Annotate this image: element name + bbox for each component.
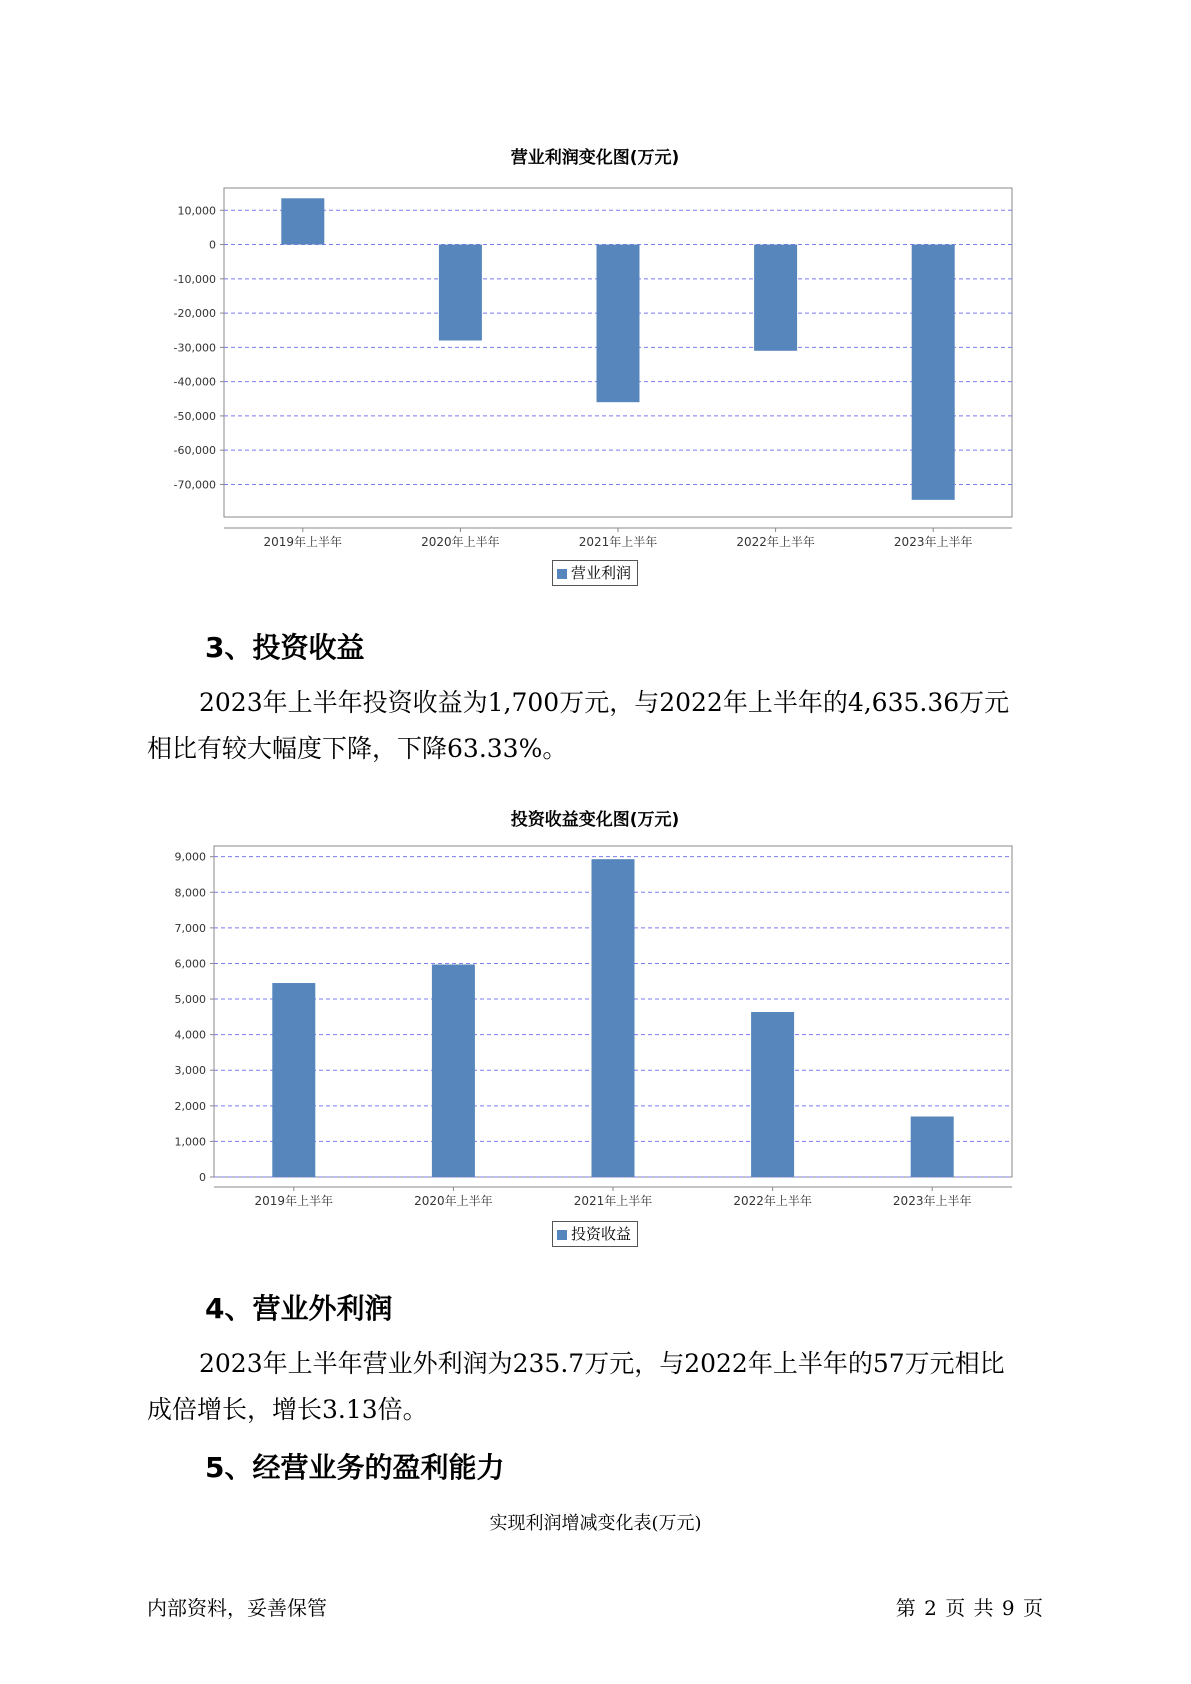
y-tick-label: 0 — [199, 1171, 206, 1184]
chart-title-operating-profit: 营业利润变化图(万元) — [510, 148, 680, 168]
y-tick-label: 9,000 — [174, 850, 206, 864]
x-tick-label: 2021年上半年 — [578, 535, 658, 549]
legend-investment-income — [552, 1221, 638, 1247]
x-tick-label: 2023年上半年 — [892, 1194, 972, 1208]
y-tick-label: -20,000 — [173, 307, 216, 321]
bar — [751, 1012, 794, 1177]
y-tick-label: 10,000 — [177, 204, 216, 218]
paragraph-non-operating-profit — [147, 1341, 1067, 1433]
y-tick-label: 2,000 — [174, 1099, 206, 1113]
legend-label: 投资收益 — [571, 1225, 632, 1243]
bar — [911, 1116, 954, 1177]
bar — [592, 859, 635, 1177]
x-tick-label: 2019年上半年 — [254, 1194, 334, 1208]
y-tick-label: 6,000 — [174, 957, 206, 971]
paragraph-line: 成倍增长，增长3.13倍。 — [147, 1395, 428, 1424]
x-tick-label: 2020年上半年 — [421, 535, 500, 549]
y-tick-label: -70,000 — [173, 478, 216, 492]
y-tick-label: 7,000 — [174, 921, 206, 935]
y-tick-label: -40,000 — [173, 375, 216, 389]
legend-swatch — [557, 1230, 567, 1240]
y-tick-label: -30,000 — [173, 341, 216, 355]
y-tick-label: -60,000 — [173, 444, 216, 458]
paragraph-line: 相比有较大幅度下降，下降63.33%。 — [147, 734, 568, 763]
table-caption: 实现利润增减变化表(万元) — [489, 1513, 702, 1534]
section-heading-investment-income: 3、投资收益 — [205, 631, 365, 664]
chart-title-investment-income: 投资收益变化图(万元) — [510, 810, 680, 830]
y-tick-label: 1,000 — [174, 1135, 206, 1149]
y-tick-label: 5,000 — [174, 993, 206, 1007]
y-tick-label: -10,000 — [173, 272, 216, 286]
section-heading-profitability: 5、经营业务的盈利能力 — [205, 1451, 505, 1484]
bar — [432, 965, 475, 1177]
bar — [272, 983, 315, 1177]
x-tick-label: 2020年上半年 — [414, 1194, 493, 1208]
y-tick-label: 0 — [209, 238, 216, 252]
paragraph-line: 2023年上半年投资收益为1,700万元，与2022年上半年的4,635.36万元 — [199, 688, 1010, 717]
y-tick-label: 8,000 — [174, 886, 206, 900]
x-tick-label: 2019年上半年 — [263, 535, 343, 549]
footer-confidential-note: 内部资料，妥善保管 — [147, 1596, 327, 1620]
legend-label: 营业利润 — [571, 564, 632, 582]
y-tick-label: -50,000 — [173, 409, 216, 423]
y-tick-label: 3,000 — [174, 1064, 206, 1078]
x-tick-label: 2022年上半年 — [736, 535, 815, 549]
paragraph-line: 2023年上半年营业外利润为235.7万元，与2022年上半年的57万元相比 — [199, 1349, 1005, 1378]
y-tick-label: 4,000 — [174, 1028, 206, 1042]
x-tick-label: 2023年上半年 — [893, 535, 973, 549]
footer-page-number: 第 2 页 共 9 页 — [895, 1596, 1043, 1620]
x-tick-label: 2022年上半年 — [733, 1194, 812, 1208]
section-heading-non-operating-profit: 4、营业外利润 — [205, 1292, 393, 1325]
x-tick-label: 2021年上半年 — [573, 1194, 653, 1208]
